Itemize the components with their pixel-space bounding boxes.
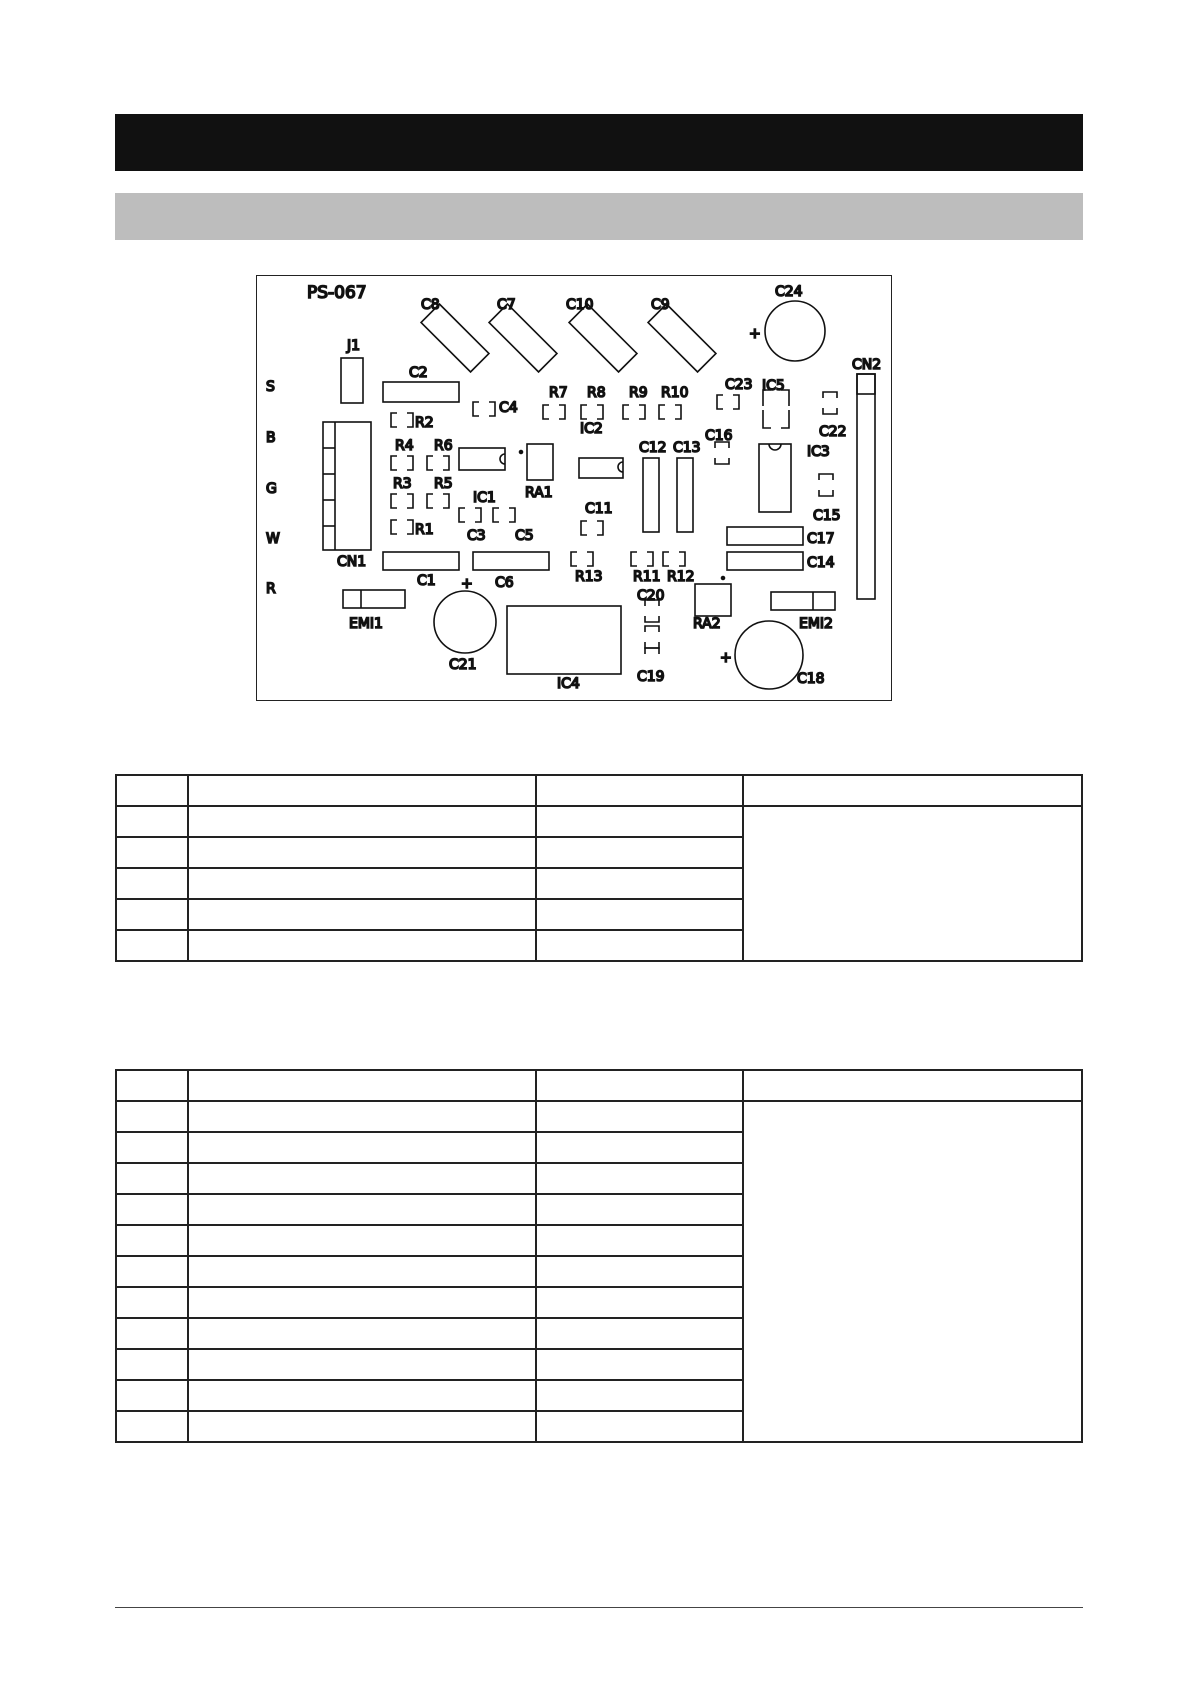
svg-text:IC1: IC1	[473, 490, 496, 506]
svg-text:C5: C5	[515, 528, 534, 544]
remarks-cell	[743, 1101, 1082, 1442]
smd-c23	[717, 377, 753, 409]
svg-text:C2: C2	[409, 365, 428, 381]
table-row	[116, 806, 1082, 837]
remarks-cell	[743, 806, 1082, 961]
svg-text:C13: C13	[673, 440, 701, 456]
capacitor-c17	[727, 527, 835, 547]
smd-r13	[571, 552, 603, 585]
capacitor-c2	[383, 365, 459, 402]
smd-r8	[581, 385, 606, 419]
ic1-package	[459, 448, 505, 506]
board-name: PS-067	[307, 283, 367, 303]
svg-text:IC4: IC4	[557, 676, 580, 692]
capacitor-c13	[673, 440, 701, 532]
svg-text:C10: C10	[566, 297, 594, 313]
smd-c4	[473, 400, 518, 416]
svg-text:EMI1: EMI1	[349, 616, 383, 632]
svg-text:R13: R13	[575, 569, 603, 585]
svg-text:EMI2: EMI2	[799, 616, 833, 632]
svg-text:C7: C7	[497, 297, 516, 313]
svg-text:C8: C8	[421, 297, 440, 313]
smd-r3	[391, 476, 413, 508]
svg-text:C22: C22	[819, 424, 847, 440]
ic2-package	[579, 458, 623, 478]
svg-text:R12: R12	[667, 569, 695, 585]
edge-label-b: B	[266, 430, 276, 446]
table-row	[116, 1101, 1082, 1132]
smd-r12	[663, 552, 695, 585]
svg-text:IC5: IC5	[762, 378, 785, 394]
smd-c3	[459, 508, 486, 544]
label-ic2: IC2	[580, 421, 603, 437]
svg-text:+: +	[720, 650, 732, 666]
svg-text:RA2: RA2	[693, 616, 721, 632]
svg-text:RA1: RA1	[525, 485, 553, 501]
svg-text:R3: R3	[393, 476, 412, 492]
svg-text:R5: R5	[434, 476, 453, 492]
capacitor-c1	[383, 552, 459, 589]
smd-r11	[631, 552, 661, 585]
svg-text:C16: C16	[705, 428, 733, 444]
svg-text:C15: C15	[813, 508, 841, 524]
capacitor-c21	[434, 576, 496, 673]
capacitor-c14	[727, 552, 835, 571]
smd-c11	[581, 501, 613, 535]
svg-text:C12: C12	[639, 440, 667, 456]
section-subtitle-bar	[115, 193, 1083, 240]
smd-r7	[543, 385, 568, 419]
svg-text:R2: R2	[415, 415, 434, 431]
capacitor-c8	[421, 297, 489, 372]
svg-text:R10: R10	[661, 385, 689, 401]
smd-r1	[391, 520, 434, 538]
svg-text:C9: C9	[651, 297, 670, 313]
edge-label-s: S	[266, 379, 275, 395]
svg-text:C23: C23	[725, 377, 753, 393]
svg-text:C18: C18	[797, 671, 825, 687]
filter-emi1	[343, 590, 405, 632]
smd-r4	[391, 438, 414, 470]
resistor-array-ra2	[693, 577, 731, 633]
section-title-bar	[115, 114, 1083, 171]
svg-text:C4: C4	[499, 400, 518, 416]
capacitor-c12	[639, 440, 667, 532]
svg-text:C21: C21	[449, 657, 477, 673]
svg-text:C3: C3	[467, 528, 486, 544]
svg-text:+: +	[461, 576, 473, 592]
smd-r6	[427, 438, 453, 470]
smd-c22	[819, 392, 847, 440]
pcb-drawing	[257, 276, 893, 702]
table-header-row	[116, 1070, 1082, 1101]
smd-r9	[623, 385, 648, 419]
svg-text:CN1: CN1	[337, 554, 367, 570]
ic5-outline	[762, 378, 789, 428]
svg-text:C11: C11	[585, 501, 613, 517]
footer-divider	[115, 1607, 1083, 1608]
svg-text:R6: R6	[434, 438, 453, 454]
svg-text:R11: R11	[633, 569, 661, 585]
smd-c16	[705, 428, 733, 464]
edge-label-g: G	[266, 481, 277, 497]
smd-r2	[391, 413, 434, 431]
edge-label-w: W	[266, 531, 280, 547]
smd-c20-c19	[637, 588, 665, 685]
capacitor-c9	[648, 297, 716, 372]
svg-text:C14: C14	[807, 555, 835, 571]
filter-emi2	[771, 592, 835, 632]
table-header-row	[116, 775, 1082, 806]
svg-text:R1: R1	[415, 522, 434, 538]
capacitor-c10	[566, 297, 637, 372]
smd-c15	[813, 474, 841, 524]
smd-r10	[659, 385, 689, 419]
svg-text:+: +	[749, 326, 761, 342]
smd-r5	[427, 476, 453, 508]
svg-text:R4: R4	[395, 438, 414, 454]
svg-text:R7: R7	[549, 385, 568, 401]
pcb-layout-diagram	[256, 275, 892, 701]
parts-table-2	[115, 1069, 1083, 1443]
label-c19: C19	[637, 669, 665, 685]
connector-cn2	[852, 357, 881, 599]
parts-table-1	[115, 774, 1083, 962]
svg-text:R9: R9	[629, 385, 648, 401]
svg-text:C17: C17	[807, 531, 835, 547]
smd-c5	[493, 508, 534, 544]
svg-text:J1: J1	[347, 338, 361, 354]
svg-text:R8: R8	[587, 385, 606, 401]
capacitor-c24	[749, 284, 825, 361]
svg-text:IC3: IC3	[807, 444, 830, 460]
svg-text:C24: C24	[775, 284, 803, 300]
capacitor-c7	[489, 297, 557, 372]
svg-text:C6: C6	[495, 575, 514, 591]
resistor-array-ra1	[520, 444, 554, 501]
svg-text:C1: C1	[417, 573, 436, 589]
capacitor-c6	[473, 552, 549, 591]
edge-label-r: R	[266, 581, 276, 597]
connector-cn1	[323, 422, 371, 570]
ic4-package	[507, 606, 621, 692]
label-c20: C20	[637, 588, 665, 604]
svg-text:CN2: CN2	[852, 357, 882, 373]
jumper-j1	[341, 338, 363, 403]
